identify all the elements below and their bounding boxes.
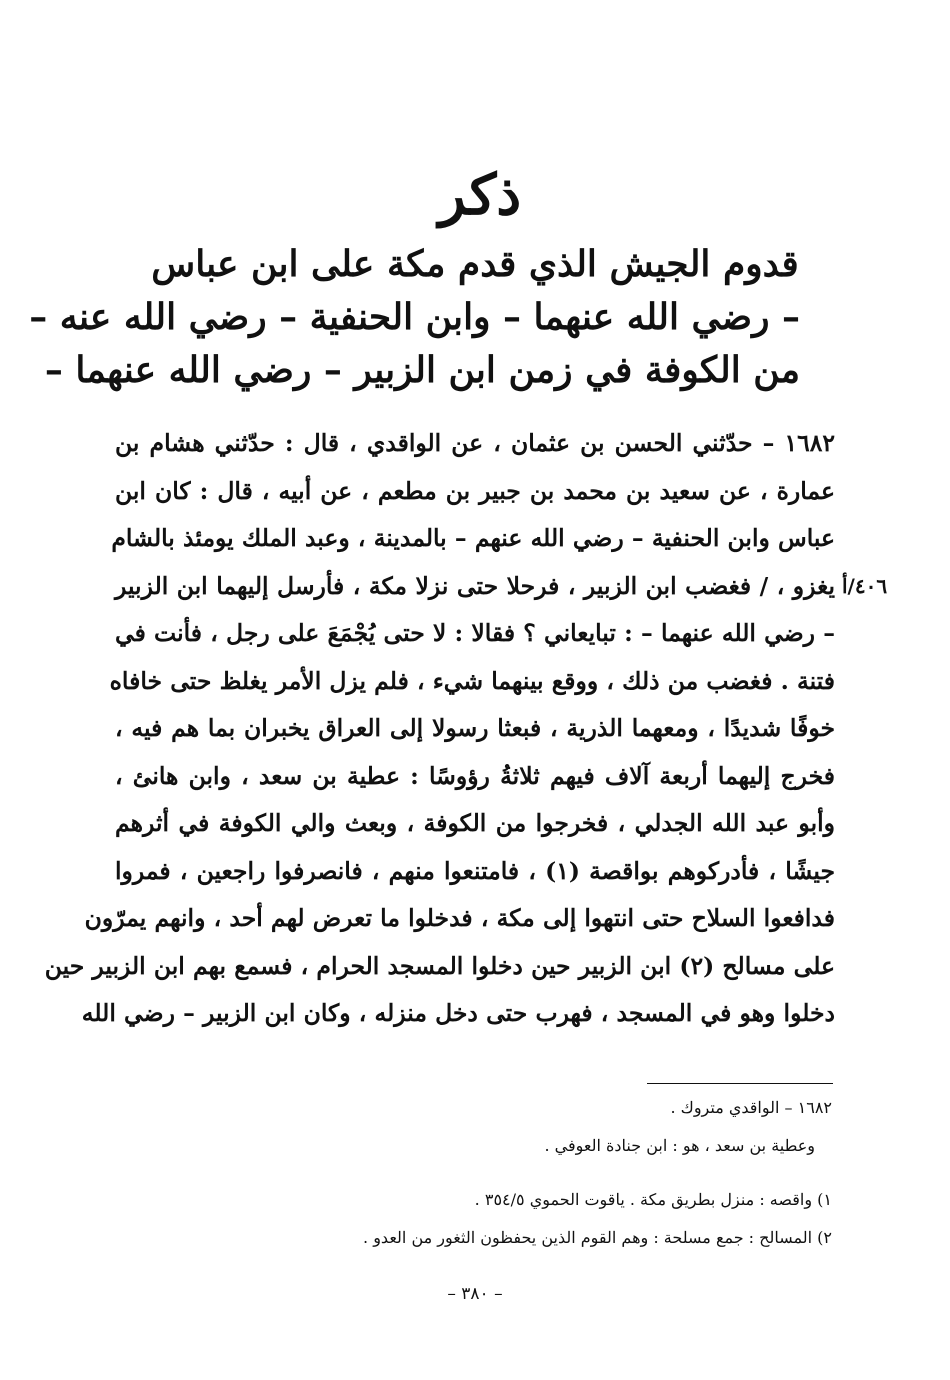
body-line: خوفًا شديدًا ، ومعهما الذرية ، فبعثا رسولا إلى العراق يخبران بما هم فيه ،	[115, 714, 835, 742]
body-line: فتنة . فغضب من ذلك ، ووقع بينهما شيء ، فلم يزل الأمر يغلظ حتى خافاه	[109, 666, 835, 695]
body-line: ١٦٨٢ – حدّثني الحسن بن عثمان ، عن الواقدي ، قال : حدّثني هشام بن	[115, 429, 835, 457]
body-line: عمارة ، عن سعيد بن محمد بن جبير بن مطعم ، عن أبيه ، قال : كان ابن	[115, 476, 835, 505]
subtitle-line-1: قدوم الجيش الذي قدم مكة على ابن عباس	[151, 243, 799, 285]
footnote-line: ٢) المسالح : جمع مسلحة : وهم القوم الذين يحفظون الثغور من العدو .	[363, 1228, 832, 1247]
body-line: – رضي الله عنهما – : تبايعاني ؟ فقالا : لا حتى يُجْمَعَ على رجل ، فأنت في	[115, 619, 835, 647]
page-number: – ٣٨٠ –	[447, 1284, 503, 1304]
subtitle-line-3: من الكوفة في زمن ابن الزبير – رضي الله عنهما –	[44, 349, 800, 391]
body-line: فدافعوا السلاح حتى انتهوا إلى مكة ، فدخلوا ما تعرض لهم أحد ، وانهم يمرّون	[84, 904, 835, 932]
footnote-divider	[647, 1083, 833, 1084]
footnote-line: ١) واقصه : منزل بطريق مكة . ياقوت الحموي ٣٥٤/٥ .	[474, 1190, 832, 1209]
body-line: جيشًا ، فأدركوهم بواقصة (١) ، فامتنعوا منهم ، فانصرفوا راجعين ، فمروا	[115, 856, 835, 885]
body-line: وأبو عبد الله الجدلي ، فخرجوا من الكوفة ، وبعث والي الكوفة في أثرهم	[115, 809, 835, 837]
section-heading: ذكر	[438, 162, 522, 228]
footnote-line: وعطية بن سعد ، هو : ابن جنادة العوفي .	[544, 1136, 815, 1155]
body-line: يغزو ، / فغضب ابن الزبير ، فرحلا حتى نزلا مكة ، فأرسل إليهما ابن الزبير	[115, 571, 835, 600]
body-line: فخرج إليهما أربعة آلاف فيهم ثلاثةُ رؤوسًا : عطية بن سعد ، وابن هانئ ،	[115, 761, 835, 790]
footnote-line: ١٦٨٢ – الواقدي متروك .	[670, 1098, 832, 1117]
body-line: على مسالح (٢) ابن الزبير حين دخلوا المسجد الحرام ، فسمع بهم ابن الزبير حين	[44, 951, 835, 980]
body-text	[44, 420, 835, 1038]
body-line: عباس وابن الحنفية – رضي الله عنهم – بالمدينة ، وعبد الملك يومئذ بالشام	[111, 524, 835, 552]
subtitle-line-2: – رضي الله عنهما – وابن الحنفية – رضي الله عنه –	[29, 296, 800, 338]
body-line: دخلوا وهو في المسجد ، فهرب حتى دخل منزله ، وكان ابن الزبير – رضي الله	[81, 999, 835, 1027]
margin-folio-note: ٤٠٦/أ	[842, 574, 888, 598]
